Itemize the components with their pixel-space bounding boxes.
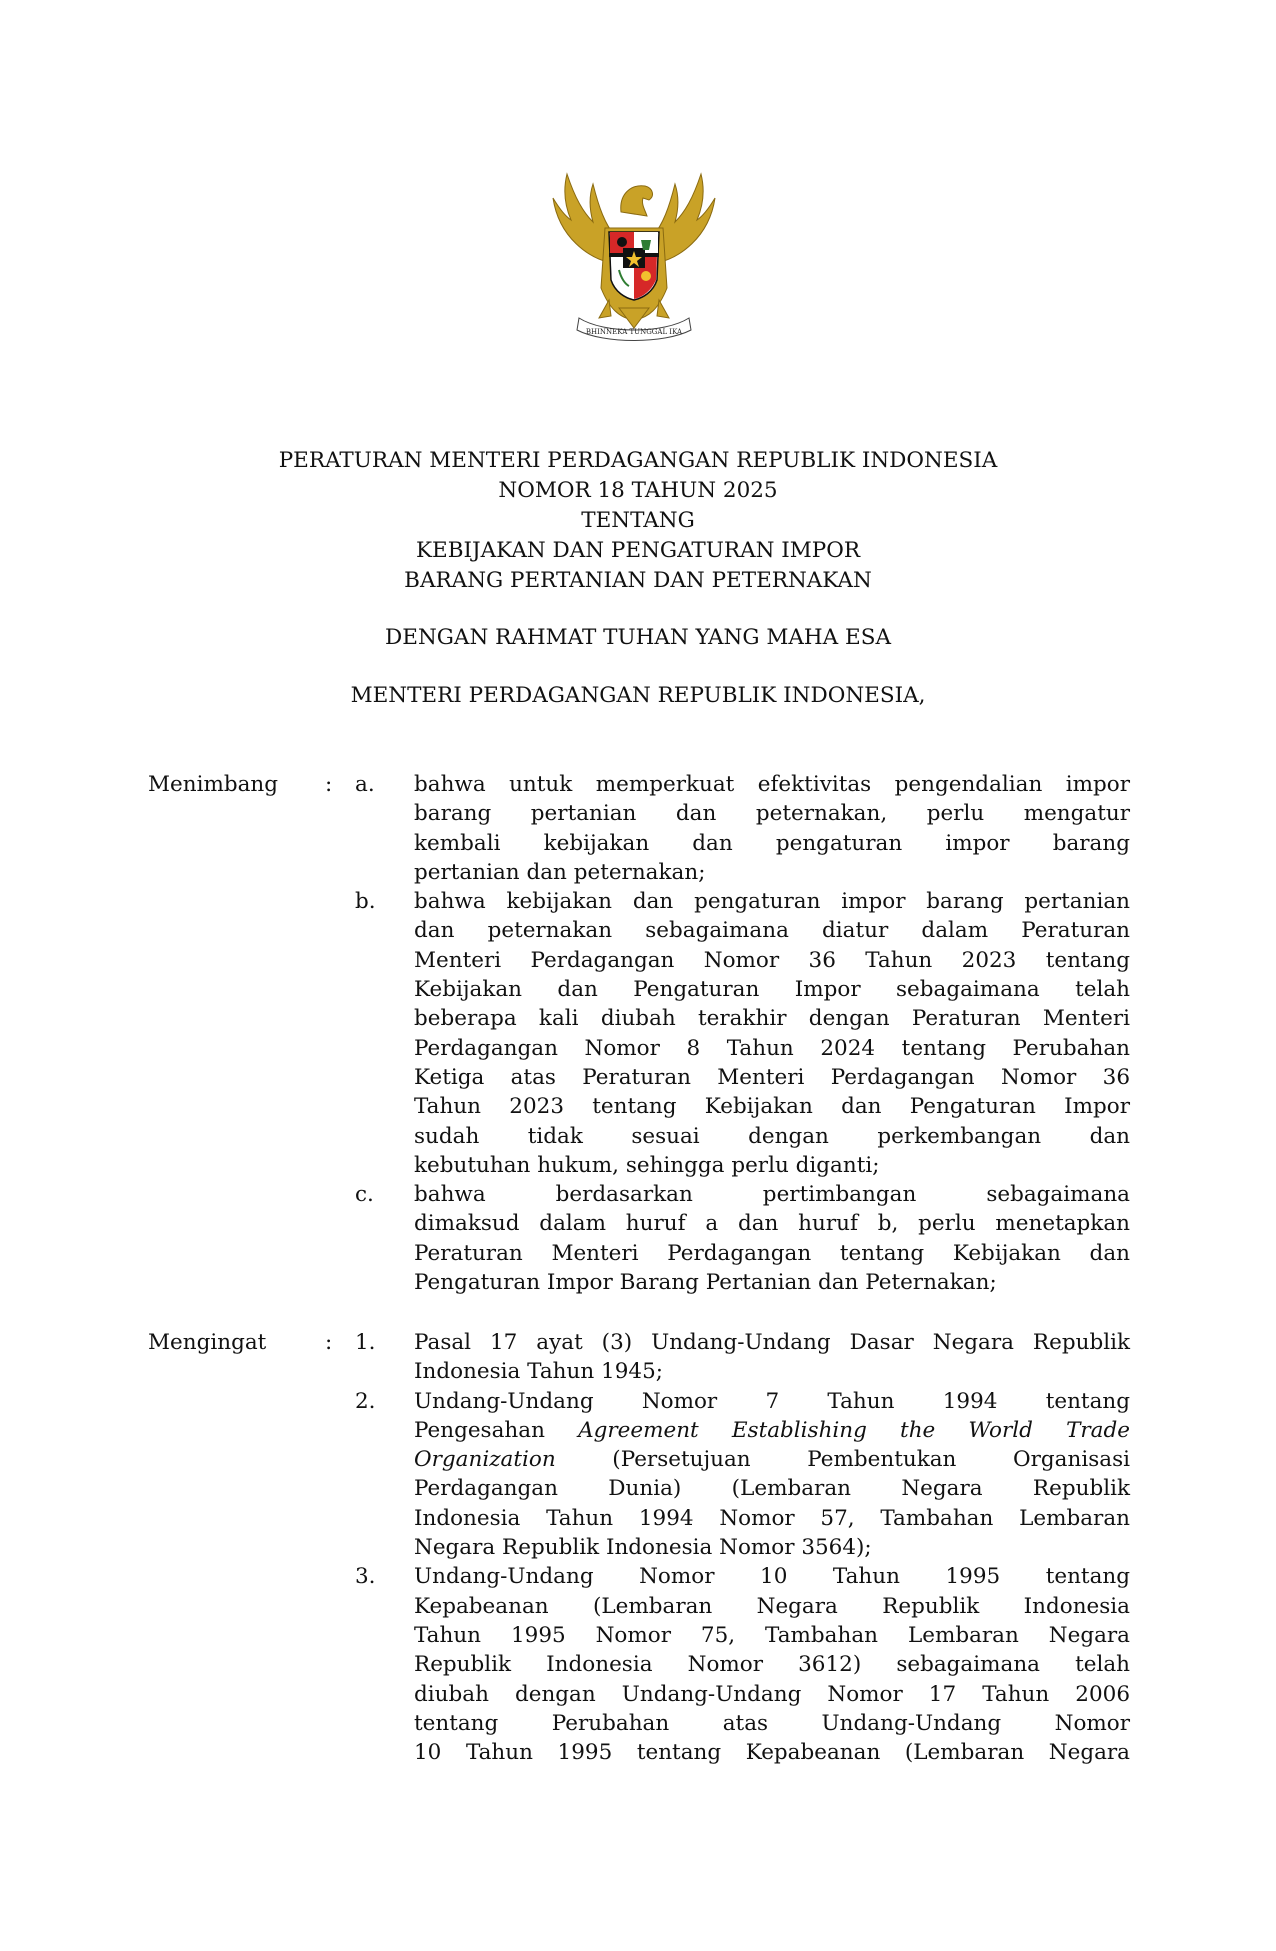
mengingat-item-marker: 2. <box>355 1388 376 1414</box>
text-line: Indonesia Tahun 1945; <box>414 1359 664 1385</box>
title-line-4: KEBIJAKAN DAN PENGATURAN IMPOR <box>415 538 861 563</box>
text-line: bahwa berdasarkan pertimbangan sebagaimana <box>414 1182 1130 1208</box>
text-line: Perdagangan Nomor 8 Tahun 2024 tentang Perubahan <box>414 1035 1130 1061</box>
text-line: Peraturan Menteri Perdagangan tentang Kebijakan dan <box>414 1240 1130 1266</box>
text-line: Ketiga atas Peraturan Menteri Perdagangan Nomor 36 <box>414 1064 1130 1090</box>
issuer: MENTERI PERDAGANGAN REPUBLIK INDONESIA, <box>350 683 926 708</box>
text-line: tentang Perubahan atas Undang-Undang Nomor <box>414 1710 1130 1736</box>
text-line: bahwa untuk memperkuat efektivitas pengendalian impor <box>414 772 1130 797</box>
text-line: kebutuhan hukum, sehingga perlu diganti; <box>414 1152 880 1178</box>
menimbang-item-text <box>414 770 1130 887</box>
menimbang-colon: : <box>325 772 333 797</box>
text-line: Tahun 1995 Nomor 75, Tambahan Lembaran Negara <box>414 1622 1130 1648</box>
menimbang-item-marker: a. <box>355 772 375 797</box>
text-line: Undang-Undang Nomor 7 Tahun 1994 tentang <box>414 1388 1130 1414</box>
title-line-1: PERATURAN MENTERI PERDAGANGAN REPUBLIK INDONESIA <box>278 448 998 473</box>
menimbang-item-text <box>414 887 1130 1180</box>
text-line: Indonesia Tahun 1994 Nomor 57, Tambahan Lembaran <box>414 1505 1130 1531</box>
regulation-title <box>0 446 1276 596</box>
menimbang-item-marker: b. <box>355 889 376 915</box>
text-line: Kepabeanan (Lembaran Negara Republik Indonesia <box>414 1593 1130 1619</box>
menimbang-item-marker: c. <box>355 1182 374 1208</box>
title-line-5: BARANG PERTANIAN DAN PETERNAKAN <box>404 568 872 593</box>
motto-text: BHINNEKA TUNGGAL IKA <box>585 328 683 336</box>
text-line: diubah dengan Undang-Undang Nomor 17 Tahun 2006 <box>414 1681 1130 1707</box>
text-line: Kebijakan dan Pengaturan Impor sebagaimana telah <box>414 977 1130 1003</box>
text-line: Pengaturan Impor Barang Pertanian dan Peternakan; <box>414 1270 997 1296</box>
text-line: Pengesahan Agreement Establishing the World Trade <box>414 1417 1130 1443</box>
garuda-emblem-icon <box>549 168 719 349</box>
mengingat-item-marker: 3. <box>355 1564 376 1590</box>
text-line: Tahun 2023 tentang Kebijakan dan Pengaturan Impor <box>414 1094 1130 1120</box>
text-line: Negara Republik Indonesia Nomor 3564); <box>414 1535 872 1561</box>
text-line: Republik Indonesia Nomor 3612) sebagaimana telah <box>414 1652 1130 1678</box>
text-line: 10 Tahun 1995 tentang Kepabeanan (Lembaran Negara <box>414 1740 1130 1766</box>
text-line: dimaksud dalam huruf a dan huruf b, perlu menetapkan <box>414 1211 1130 1237</box>
text-line: bahwa kebijakan dan pengaturan impor barang pertanian <box>414 889 1130 915</box>
text-line: Perdagangan Dunia) (Lembaran Negara Republik <box>414 1476 1130 1502</box>
text-line: pertanian dan peternakan; <box>414 859 706 885</box>
text-line: barang pertanian dan peternakan, perlu mengatur <box>414 801 1130 827</box>
title-line-3: TENTANG <box>581 508 695 533</box>
invocation: DENGAN RAHMAT TUHAN YANG MAHA ESA <box>385 625 891 650</box>
text-line: Menteri Perdagangan Nomor 36 Tahun 2023 tentang <box>414 947 1130 973</box>
text-line: Undang-Undang Nomor 10 Tahun 1995 tentang <box>414 1564 1130 1590</box>
mengingat-item-text <box>414 1562 1130 1767</box>
menimbang-item-text <box>414 1180 1130 1297</box>
mengingat-label: Mengingat <box>148 1330 267 1355</box>
title-line-2: NOMOR 18 TAHUN 2025 <box>498 478 778 503</box>
text-line: sudah tidak sesuai dengan perkembangan dan <box>414 1123 1130 1149</box>
text-line: Organization (Persetujuan Pembentukan Organisasi <box>414 1447 1130 1473</box>
mengingat-item-marker: 1. <box>355 1330 376 1355</box>
text-line: Pasal 17 ayat (3) Undang-Undang Dasar Negara Republik <box>414 1330 1130 1355</box>
text-line: beberapa kali diubah terakhir dengan Peraturan Menteri <box>414 1006 1130 1032</box>
text-line: dan peternakan sebagaimana diatur dalam Peraturan <box>414 918 1130 944</box>
mengingat-colon: : <box>325 1330 333 1355</box>
mengingat-item-text <box>414 1328 1130 1387</box>
mengingat-item-text <box>414 1387 1130 1563</box>
menimbang-label: Menimbang <box>148 772 279 797</box>
text-line: kembali kebijakan dan pengaturan impor barang <box>414 830 1130 856</box>
